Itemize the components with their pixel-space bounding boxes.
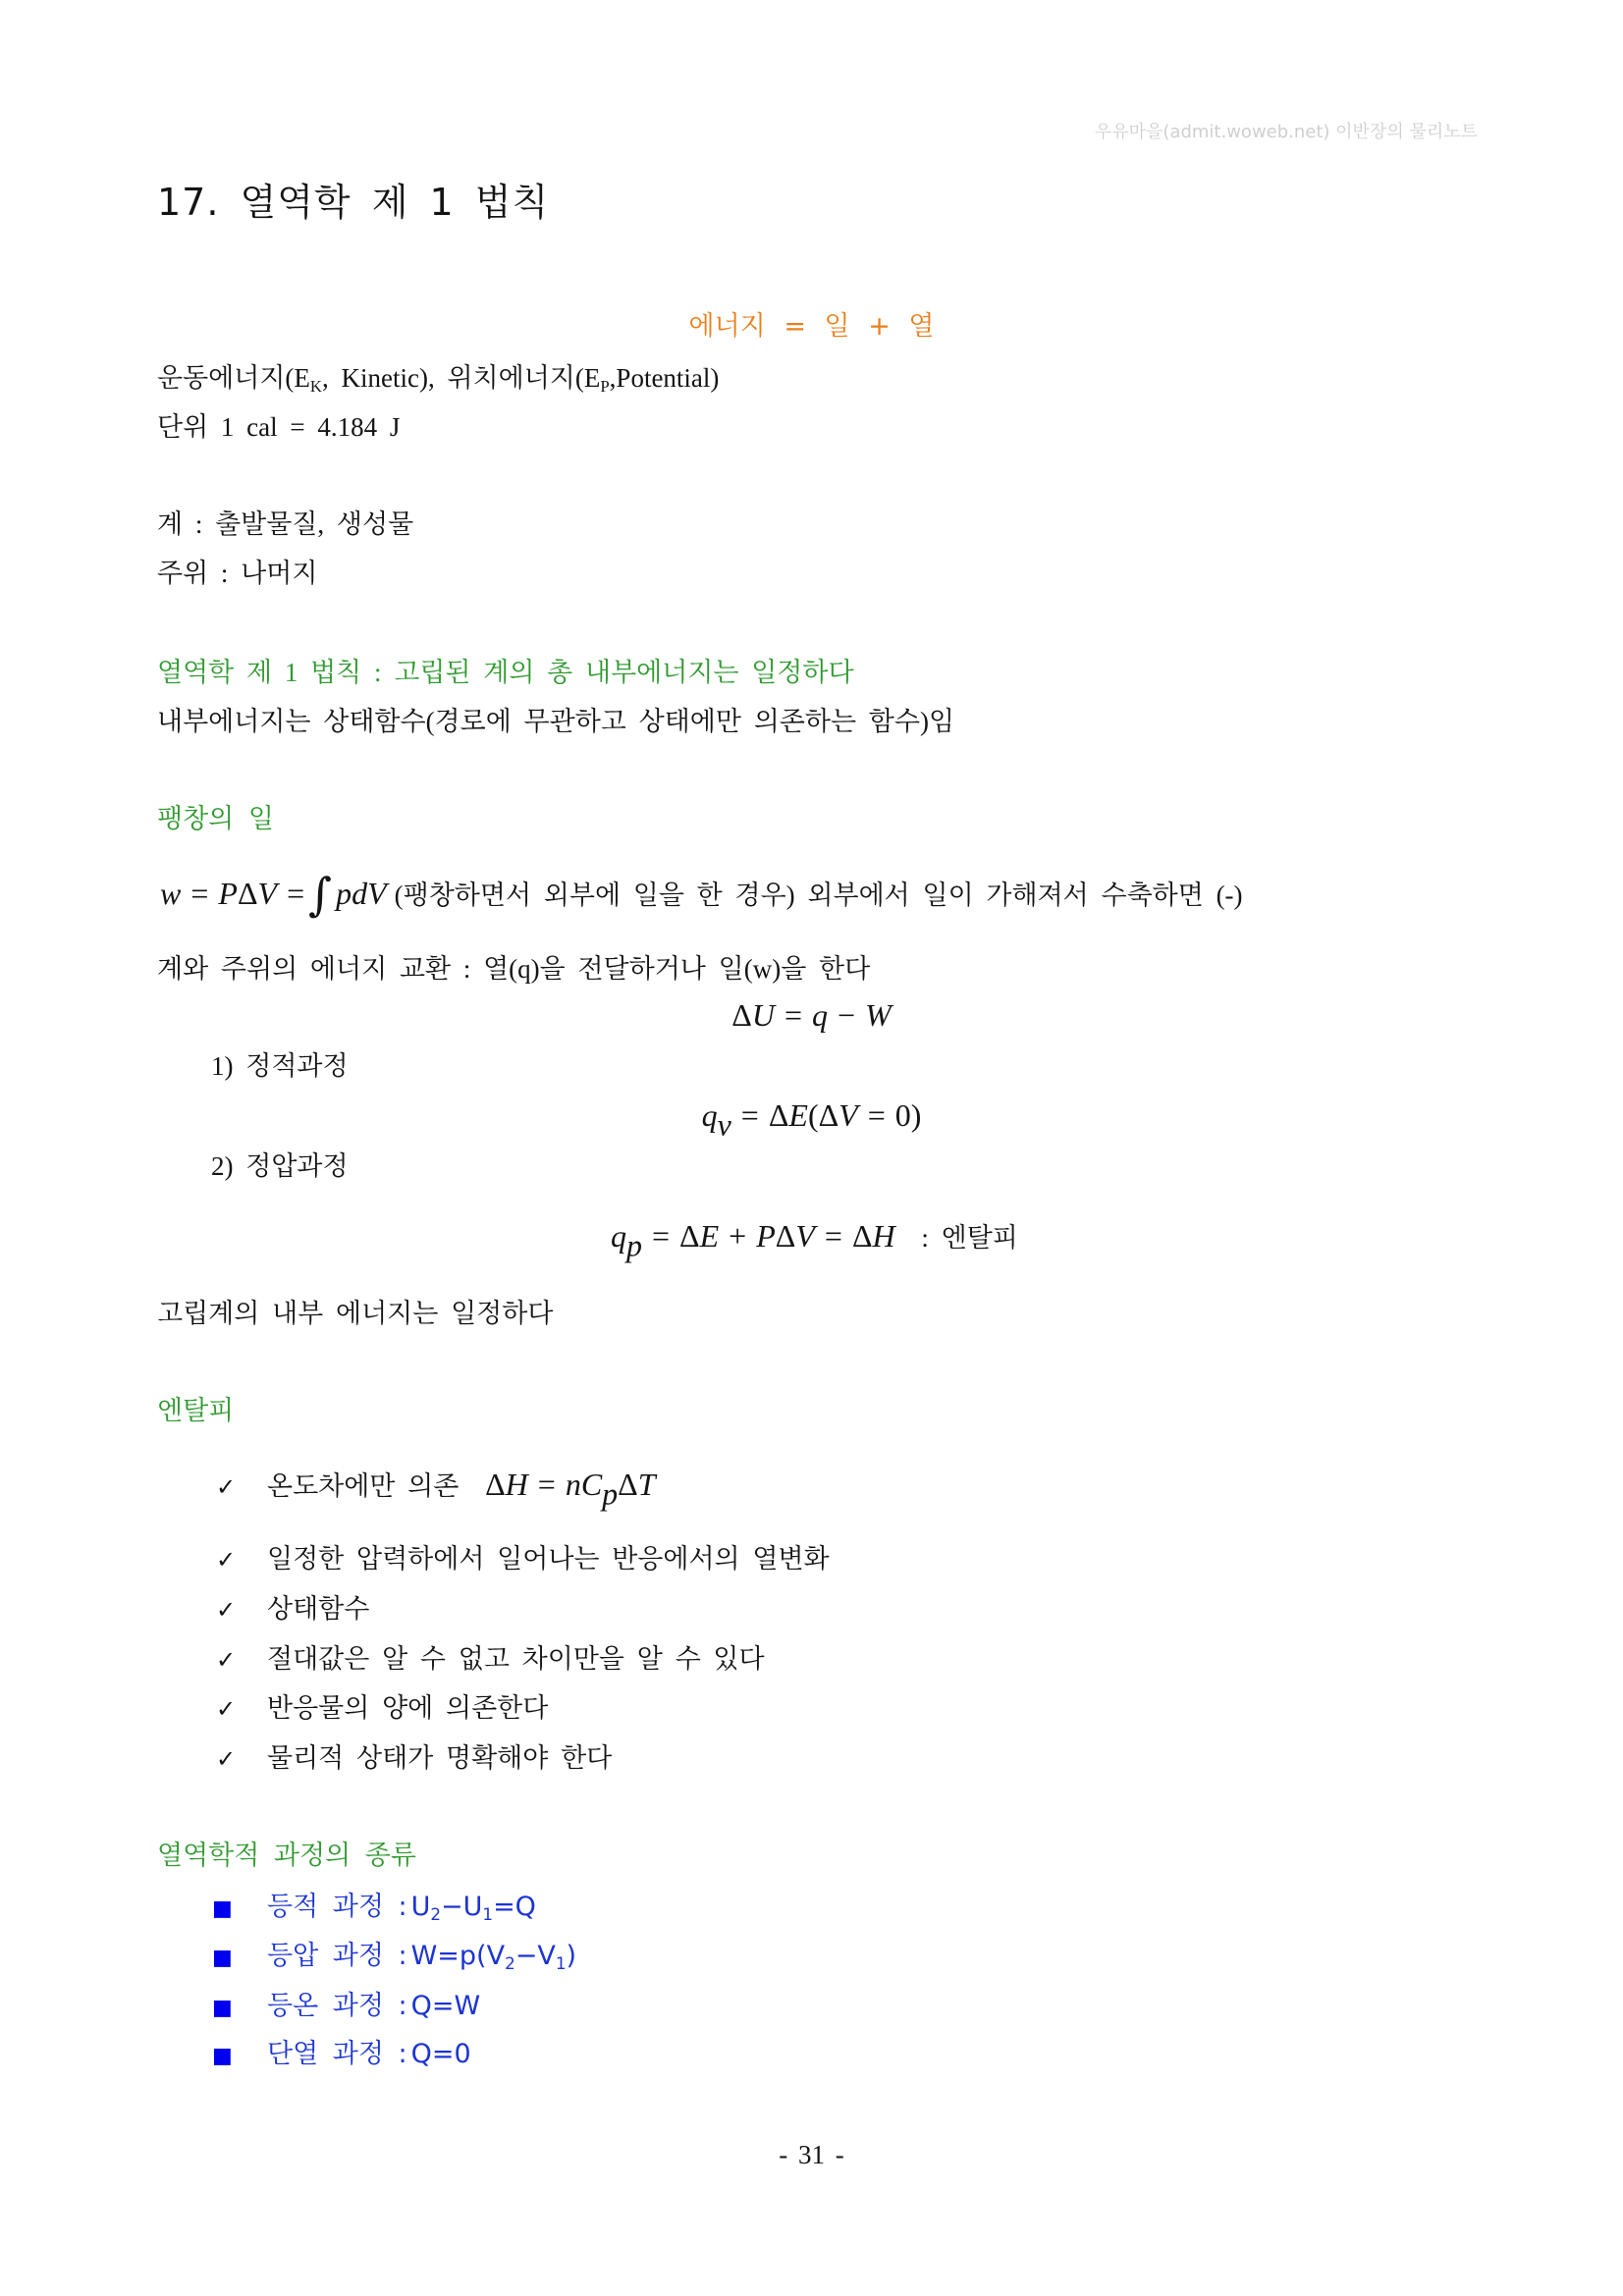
math-variable: p	[626, 1227, 642, 1263]
formula-subscript: 2	[505, 1953, 515, 1974]
math-variable: V	[367, 876, 387, 911]
math-variable: d	[352, 876, 368, 911]
math-variable: H	[505, 1467, 528, 1502]
math-variable: H	[872, 1218, 895, 1254]
math-variable: P	[218, 876, 238, 911]
enthalpy-item-text: 상태함수	[267, 1594, 370, 1624]
work-formula: w = PΔV =	[160, 876, 305, 911]
enthalpy-formula-left: ΔH = nC	[485, 1467, 603, 1502]
potential-subscript: P	[600, 377, 610, 397]
heat-symbol	[702, 1097, 718, 1133]
check-mark-icon: ✓	[216, 1546, 237, 1574]
math-variable: v	[717, 1106, 731, 1143]
enthalpy-item	[216, 1592, 369, 1627]
math-variable: E	[699, 1218, 720, 1254]
isochoric-label: 1) 정적과정	[211, 1051, 349, 1081]
enthalpy-formula-right: ΔT	[618, 1467, 656, 1502]
volume-subscript	[718, 1107, 731, 1143]
isochoric-formula-rest: = ΔE(ΔV = 0)	[740, 1097, 922, 1133]
energy-types-line	[157, 361, 719, 395]
check-mark-icon: ✓	[216, 1473, 237, 1501]
energy-exchange-text: 계와 주위의 에너지 교환 : 열(q)을 전달하거나 일(w)을 한다	[157, 954, 871, 984]
formula-subscript: 1	[482, 1904, 494, 1925]
enthalpy-item	[216, 1642, 765, 1677]
energy-types-text: 운동에너지(E	[157, 363, 310, 393]
check-mark-icon: ✓	[216, 1596, 237, 1624]
enthalpy-heading: 엔탈피	[157, 1396, 235, 1426]
header-watermark: 우유마을(admit.woweb.net) 이반장의 물리노트	[1094, 122, 1478, 142]
square-bullet-icon: ■	[212, 1996, 233, 2020]
math-variable: V	[795, 1218, 815, 1254]
formula-subscript: 1	[555, 1953, 567, 1974]
enthalpy-item	[216, 1691, 548, 1726]
enthalpy-item	[216, 1463, 656, 1512]
enthalpy-item	[216, 1542, 830, 1576]
work-description: (팽창하면서 외부에 일을 한 경우) 외부에서 일이 가해져서 수축하면 (-)	[394, 881, 1243, 910]
process-formula: Q=W	[410, 1991, 481, 2021]
isochoric-formula-row	[0, 1095, 1623, 1143]
process-item-isobaric	[212, 1939, 576, 1975]
delta-u-formula-row	[0, 995, 1623, 1041]
heat-symbol	[611, 1218, 626, 1254]
math-variable: p	[602, 1475, 619, 1512]
surroundings-line: 주위 : 나머지	[157, 559, 318, 588]
check-mark-icon: ✓	[216, 1745, 237, 1773]
formula-part: U	[410, 1892, 431, 1922]
enthalpy-item-text: 반응물의 양에 의존한다	[267, 1693, 549, 1723]
delta-u-formula: ΔU = q − W	[731, 997, 892, 1033]
enthalpy-note: : 엔탈피	[921, 1223, 1018, 1253]
math-variable: V	[257, 876, 278, 911]
math-variable: q	[812, 997, 829, 1033]
check-mark-icon: ✓	[216, 1646, 237, 1674]
math-variable: C	[580, 1467, 603, 1502]
expansion-work-line	[160, 868, 1243, 921]
enthalpy-item-text: 물리적 상태가 명확해야 한다	[267, 1743, 613, 1773]
integral-sign: ∫	[308, 868, 333, 921]
process-formula	[410, 1892, 536, 1925]
enthalpy-item-text: 온도차에만 의존	[267, 1471, 460, 1501]
page-number: - 31 -	[779, 2140, 844, 2169]
pressure-subscript	[626, 1228, 642, 1263]
formula-subscript: 2	[430, 1904, 442, 1925]
square-bullet-icon: ■	[212, 1896, 233, 1921]
square-bullet-icon: ■	[212, 2044, 233, 2068]
formula-part: W=p(V	[410, 1941, 506, 1971]
math-variable: w	[160, 876, 182, 911]
kinetic-subscript: K	[309, 377, 322, 397]
process-label: 단열 과정 :	[267, 2039, 407, 2069]
energy-equation: 에너지 = 일 + 열	[688, 311, 935, 342]
math-variable: q	[611, 1218, 626, 1254]
math-variable: U	[751, 997, 775, 1033]
enthalpy-formula	[485, 1467, 656, 1512]
enthalpy-item-text: 일정한 압력하에서 일어나는 반응에서의 열변화	[267, 1544, 830, 1574]
isobaric-label: 2) 정압과정	[211, 1151, 349, 1181]
math-variable: W	[865, 997, 892, 1033]
system-line: 계 : 출발물질, 생성물	[157, 509, 414, 539]
math-variable: V	[839, 1097, 858, 1133]
process-formula	[410, 1941, 577, 1974]
enthalpy-item	[216, 1741, 612, 1776]
process-item-isochoric	[212, 1890, 536, 1926]
first-law-note: 내부에너지는 상태함수(경로에 무관하고 상태에만 의존하는 함수)임	[157, 707, 955, 736]
energy-types-text: ,Potential)	[609, 363, 720, 393]
work-formula-integrand	[336, 876, 387, 911]
page-title: 17. 열역학 제 1 법칙	[157, 181, 550, 224]
isobaric-formula-row	[611, 1214, 1018, 1263]
processes-heading: 열역학적 과정의 종류	[157, 1841, 416, 1871]
math-variable: p	[336, 876, 352, 911]
unit-line: 단위 1 cal = 4.184 J	[157, 412, 401, 442]
enthalpy-item-text: 절대값은 알 수 없고 차이만을 알 수 있다	[267, 1644, 765, 1674]
math-variable: n	[565, 1467, 581, 1502]
check-mark-icon: ✓	[216, 1695, 237, 1723]
process-label: 등온 과정 :	[267, 1991, 407, 2021]
isobaric-formula-rest: = ΔE + PΔV = ΔH	[652, 1218, 895, 1254]
isochoric-formula	[701, 1097, 922, 1143]
math-variable: E	[788, 1097, 808, 1133]
formula-part: =Q	[493, 1892, 536, 1922]
formula-part: −U	[441, 1892, 483, 1922]
math-variable: P	[756, 1218, 776, 1254]
process-item-isothermal	[212, 1989, 480, 2025]
process-label: 등압 과정 :	[267, 1941, 407, 1971]
math-variable: q	[701, 1097, 718, 1133]
math-variable: T	[637, 1467, 656, 1502]
isolated-system-line: 고립계의 내부 에너지는 일정하다	[157, 1299, 554, 1328]
pressure-subscript	[602, 1476, 618, 1512]
process-label: 등적 과정 :	[267, 1892, 407, 1922]
formula-part: )	[566, 1941, 577, 1971]
expansion-work-heading: 팽창의 일	[157, 804, 274, 834]
process-item-adiabatic	[212, 2037, 471, 2073]
square-bullet-icon: ■	[212, 1946, 233, 1970]
formula-part: −V	[514, 1941, 556, 1971]
process-formula: Q=0	[410, 2039, 471, 2069]
first-law-heading: 열역학 제 1 법칙 : 고립된 계의 총 내부에너지는 일정하다	[157, 658, 854, 687]
energy-types-text: , Kinetic), 위치에너지(E	[322, 363, 601, 393]
